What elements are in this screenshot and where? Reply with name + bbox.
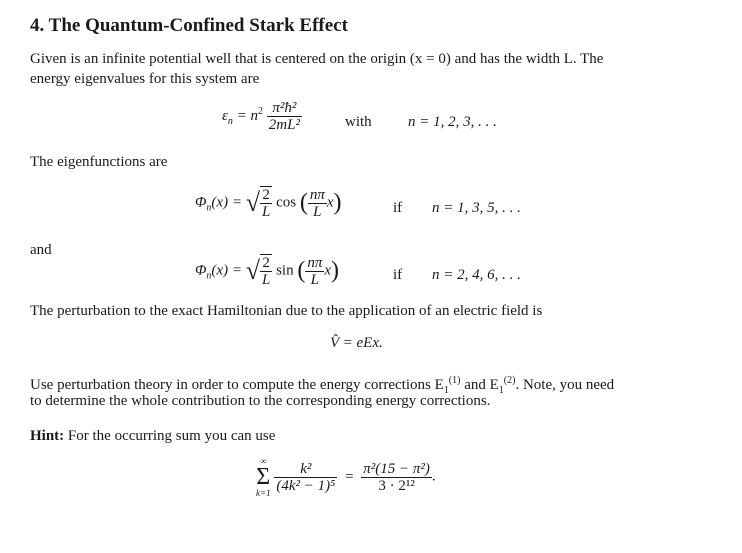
sin-if-text: if — [393, 267, 403, 283]
phi-symbol: Φ — [195, 194, 207, 211]
phi-subscript: n — [206, 270, 212, 282]
hint-label: Hint: — [30, 428, 65, 444]
e1-superscript: (1) — [448, 375, 461, 386]
intro-line-1: Given is an infinite potential well that is centered on the origin (x = 0) and has the width L. The — [30, 51, 604, 67]
sqrt-factor — [246, 186, 273, 220]
sin-argument-fraction — [305, 255, 324, 288]
cos-arg-numerator: nπ — [309, 186, 325, 203]
sum-term-denominator: (4k² − 1)⁵ — [276, 477, 336, 494]
cos-n-range: n = 1, 3, 5, . . . — [432, 200, 521, 216]
cos-if-text: if — [393, 200, 403, 216]
energy-eigenvalue-equation — [222, 100, 302, 133]
sum-term-numerator: k² — [300, 460, 312, 477]
cos-variable: x — [326, 194, 334, 211]
phi-symbol: Φ — [195, 262, 207, 279]
and-text: and — [30, 242, 52, 258]
energy-fraction — [267, 100, 302, 133]
equals-n: = n — [232, 107, 259, 124]
close-paren: ) — [331, 257, 340, 284]
cos-eigenfunction-equation — [195, 186, 342, 220]
e1-subscript: 1 — [443, 385, 449, 396]
intro-line-2: energy eigenvalues for this system are — [30, 71, 260, 87]
task-line-1-start: Use perturbation theory in order to compute the energy corrections E — [30, 377, 444, 393]
hint-sum-equation — [256, 456, 436, 498]
sin-eigenfunction-equation — [195, 254, 339, 288]
epsilon-subscript: n — [227, 115, 233, 127]
sqrt-fraction — [260, 187, 272, 220]
sin-function: sin — [276, 262, 294, 279]
energy-denominator: 2mL² — [268, 117, 300, 133]
sum-lower-limit: k=1 — [256, 488, 271, 498]
perturbation-equation: V̂ = eEx. — [330, 335, 383, 351]
perturbation-text: The perturbation to the exact Hamiltonian due to the application of an electric field is — [30, 303, 543, 319]
sum-result-denominator: 3 · 2¹² — [361, 477, 432, 494]
task-and-e: and E — [460, 377, 499, 393]
sum-result-fraction — [361, 461, 432, 494]
sqrt-sign: √ — [245, 256, 260, 285]
phi-argument: (x) = — [211, 194, 242, 211]
sum-operator — [256, 456, 271, 498]
cos-function: cos — [276, 194, 297, 211]
open-paren: ( — [297, 257, 306, 284]
sum-period: . — [431, 468, 436, 485]
task-line-1-end: . Note, you need — [515, 377, 615, 393]
sin-n-range: n = 2, 4, 6, . . . — [432, 267, 521, 283]
eigenfunctions-text: The eigenfunctions are — [30, 154, 168, 170]
close-paren: ) — [333, 189, 342, 216]
phi-subscript: n — [206, 202, 212, 214]
energy-numerator: π²ħ² — [272, 100, 297, 116]
sum-equals: = — [345, 468, 354, 485]
hint-text: For the occurring sum you can use — [64, 428, 276, 444]
task-line-2: to determine the whole contribution to the corresponding energy corrections. — [30, 393, 491, 409]
sin-arg-denominator: L — [305, 271, 324, 288]
sqrt-denominator: L — [261, 204, 271, 220]
e2-superscript: (2) — [503, 375, 516, 386]
section-title: 4. The Quantum-Confined Stark Effect — [30, 15, 348, 36]
sigma-symbol: Σ — [256, 464, 271, 490]
phi-argument: (x) = — [211, 262, 242, 279]
sum-upper-limit: ∞ — [260, 456, 267, 466]
sqrt-fraction — [260, 255, 272, 288]
epsilon-symbol: ε — [222, 107, 228, 124]
sqrt-numerator: 2 — [262, 255, 270, 271]
open-paren: ( — [299, 189, 308, 216]
with-text: with — [345, 114, 372, 130]
sin-variable: x — [324, 262, 332, 279]
cos-arg-denominator: L — [308, 203, 327, 220]
e2-subscript: 1 — [498, 385, 504, 396]
sqrt-sign: √ — [245, 188, 260, 217]
sum-result-numerator: π²(15 − π²) — [363, 460, 430, 477]
sum-term-fraction — [274, 461, 337, 494]
hint-line — [30, 426, 275, 446]
cos-argument-fraction — [308, 187, 327, 220]
sqrt-denominator: L — [261, 272, 271, 288]
n-squared: 2 — [258, 105, 264, 117]
sqrt-factor — [246, 254, 273, 288]
energy-n-range: n = 1, 2, 3, . . . — [408, 114, 497, 130]
sin-arg-numerator: nπ — [307, 254, 323, 271]
sqrt-numerator: 2 — [262, 187, 270, 203]
